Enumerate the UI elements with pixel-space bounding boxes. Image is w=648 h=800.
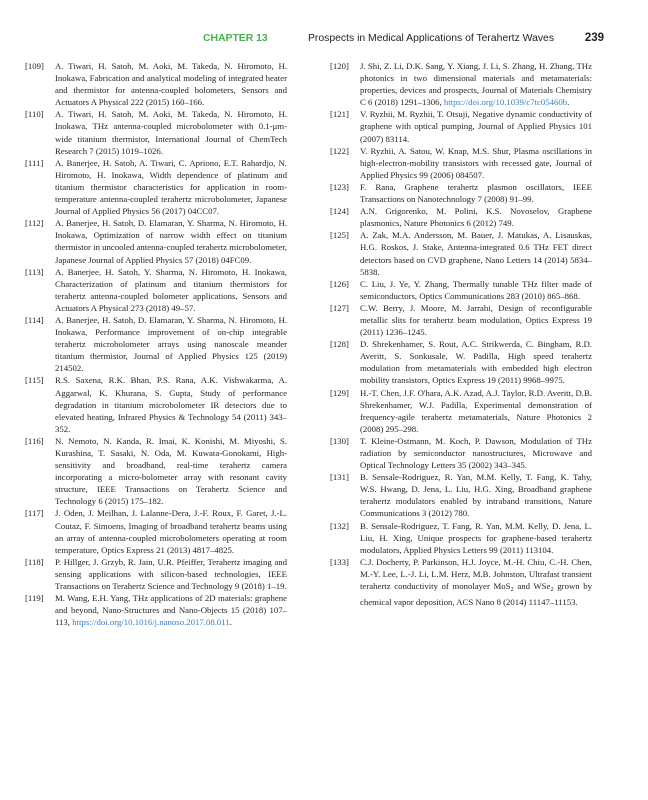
reference-number: [119] [25, 593, 44, 604]
reference-text: D. Shrekenhamer, S. Rout, A.C. Strikwerda, C. Bingham, R.D. Averitt, S. Sonkusale, W. Padilla, High speed terahertz modulation from metamaterials with embedded high electron mobility transistors, Optics Express 19 (2011) 9968–9975. [360, 339, 592, 386]
doi-link[interactable]: https://doi.org/10.1039/c7tc05460b [443, 97, 568, 108]
reference-text: A. Banerjee, H. Satoh, D. Elamaran, Y. Sharma, N. Hiromoto, H. Inokawa, Optimization of narrow width effect on titanium thermistor in uncooled antenna-coupled terahertz microbolometer, Japanese Journal of Applied Physics 57 (2018) 04FC09. [55, 218, 287, 265]
reference-111 [25, 157, 287, 217]
reference-127 [330, 302, 592, 338]
reference-number: [123] [330, 181, 349, 192]
reference-number: [117] [25, 508, 44, 519]
reference-text: A. Zak, M.A. Andersson, M. Bauer, J. Matukas, A. Lisauskas, H.G. Roskos, J. Stake, Antenna-integrated 0.6 THz FET direct detectors based on CVD graphene, Nano Letters 14 (2014) 5834–5838. [360, 230, 592, 277]
reference-text: B. Sensale-Rodriguez, T. Fang, R. Yan, M.M. Kelly, D. Jena, L. Liu, H. Xing, Unique prospects for graphene-based terahertz modulators, Applied Physics Letters 99 (2011) 113104. [360, 520, 592, 555]
reference-text: H.-T. Chen, J.F. O'hara, A.K. Azad, A.J. Taylor, R.D. Averitt, D.B. Shrekenhamer, W.J. Padilla, Experimental demonstration of frequency-agile terahertz metamaterials, Nature Photonics 2 (2008) 295–298. [360, 387, 592, 434]
reference-text: A. Banerjee, H. Satoh, Y. Sharma, N. Hiromoto, H. Inokawa, Characterization of platinum and titanium thermistors for terahertz antenna-coupled bolometer applications, Sensors and Actuators A Physical 273 (2018) 49–57. [55, 266, 287, 313]
reference-126 [330, 278, 592, 302]
reference-119 [25, 592, 287, 628]
reference-123 [330, 181, 592, 205]
reference-117 [25, 507, 287, 555]
reference-112 [25, 217, 287, 265]
reference-number: [131] [330, 472, 349, 483]
reference-text: N. Nemoto, N. Kanda, R. Imai, K. Konishi, M. Miyoshi, S. Kurashina, T. Sasaki, N. Oda, M. Kuwata-Gonokami, High-sensitivity and broadband, real-time terahertz camera incorporating a micro-bolometer array with resonant cavity structure, IEEE Transactions on Terahertz Science and Technology 6 (2015) 175–182. [55, 435, 287, 507]
reference-122 [330, 145, 592, 181]
reference-129 [330, 387, 592, 435]
reference-125 [330, 229, 592, 277]
reference-text: P. Hillger, J. Grzyb, R. Jain, U.R. Pfeiffer, Terahertz imaging and sensing applications with silicon-based technologies, IEEE Transactions on Terahertz Science and Technology 9 (2018) 1–19. [55, 556, 287, 592]
reference-number: [109] [25, 61, 44, 71]
reference-number: [127] [330, 302, 349, 313]
reference-number: [125] [330, 230, 349, 241]
reference-number: [129] [330, 387, 349, 398]
reference-text: M. Wang, E.H. Yang, THz applications of 2D materials: graphene and beyond, Nano-Structures and Nano-Objects 15 (2018) 107–113, [55, 593, 287, 628]
reference-number: [122] [330, 145, 349, 156]
reference-text: B. Sensale-Rodriguez, R. Yan, M.M. Kelly, T. Fang, K. Tahy, W.S. Hwang, D. Jena, L. Liu, H.G. Xing, Broadband graphene terahertz modulators enabled by intraband transitions, Nature Communications 3 (2012) 780. [360, 472, 592, 519]
reference-124 [330, 205, 592, 229]
subscript: 2 [550, 586, 554, 594]
reference-text: R.S. Saxena, R.K. Bhan, P.S. Rana, A.K. Vishwakarma, A. Aggarwal, K. Khurana, S. Gupta, Study of performance degradation in titanium microbolometer IR detectors due to elevated heating, Infrared Physics & Technology 54 (2011) 343–352. [55, 375, 287, 434]
reference-text: F. Rana, Graphene terahertz plasmon oscillators, IEEE Transactions on Nanotechnology 7 (2008) 91–99. [360, 181, 592, 205]
reference-number: [113] [25, 266, 44, 277]
reference-115 [25, 374, 287, 434]
reference-text: A.N. Grigorenko, M. Polini, K.S. Novoselov, Graphene plasmonics, Nature Photonics 6 (2012) 749. [360, 206, 592, 229]
reference-text-mid: and WSe [513, 581, 551, 592]
reference-110 [25, 108, 287, 156]
subscript: 2 [510, 586, 514, 594]
page-number: 239 [584, 32, 604, 44]
reference-text: C.J. Docherty, P. Parkinson, H.J. Joyce, M.-H. Chiu, C.-H. Chen, M.-Y. Lee, L.-J. Li, L.M. Herz, M.B. Johnston, Ultrafast transient terahertz conductivity of monolayer [360, 556, 592, 592]
reference-text-end: . [567, 97, 570, 108]
reference-column-right [330, 60, 592, 608]
reference-number: [114] [25, 314, 44, 325]
reference-131 [330, 471, 592, 519]
reference-text: C.W. Berry, J. Moore, M. Jarrahi, Design of reconfigurable metallic slits for terahertz beam modulation, Optics Express 19 (2011) 1236–1245. [360, 302, 592, 338]
reference-text: C. Liu, J. Ye, Y. Zhang, Thermally tunable THz filter made of semiconductors, Optics Communications 283 (2010) 865–868. [360, 278, 592, 301]
reference-132 [330, 520, 592, 556]
reference-130 [330, 435, 592, 471]
reference-number: [121] [330, 109, 349, 120]
reference-text: A. Tiwari, H. Satoh, M. Aoki, M. Takeda, N. Hiromoto, H. Inokawa, THz antenna-coupled microbolometer with 0.1-μm-wide titanium thermistor, International Journal of ChemTech Research 7 (2015) 1019–1026. [55, 109, 287, 156]
reference-116 [25, 435, 287, 508]
reference-column-left [25, 60, 287, 628]
chemical-formula: MoS [493, 581, 511, 592]
reference-number: [115] [25, 375, 44, 386]
reference-number: [128] [330, 339, 349, 350]
reference-text: A. Banerjee, H. Satoh, D. Elamaran, Y. Sharma, N. Hiromoto, H. Inokawa, Performance improvement of on-chip integrable terahertz microbolometer arrays using nanoscale meander titanium thermistor, Journal of Applied Physics 125 (2019) 214502. [55, 314, 287, 374]
reference-number: [126] [330, 278, 349, 289]
reference-128 [330, 338, 592, 386]
reference-120 [330, 60, 592, 108]
running-header [24, 30, 604, 46]
reference-text: J. Oden, J. Meilhan, J. Lalanne-Dera, J.-F. Roux, F. Garet, J.-L. Coutaz, F. Simoens, Imaging of broadband terahertz beams using an array of antenna-coupled microbolometers operating at room temperature, Optics Express 21 (2013) 4817–4825. [55, 508, 287, 555]
reference-text-end: grown by chemical vapor deposition, ACS Nano 8 (2014) 11147–11153. [360, 581, 592, 608]
doi-link[interactable]: https://doi.org/10.1016/j.nanoso.2017.08.011 [72, 617, 230, 628]
reference-number: [112] [25, 218, 44, 229]
reference-133 [330, 556, 592, 608]
reference-number: [124] [330, 206, 349, 217]
reference-109 [25, 60, 287, 108]
reference-number: [130] [330, 435, 349, 446]
reference-text: V. Ryzhii, M. Ryzhii, T. Otsuji, Negative dynamic conductivity of graphene with optical pumping, Journal of Applied Physics 101 (2007) 83114. [360, 109, 592, 144]
reference-text: V. Ryzhii, A. Satou, W. Knap, M.S. Shur, Plasma oscillations in high-electron-mobility transistors with recessed gate, Journal of Applied Physics 99 (2006) 084507. [360, 145, 592, 180]
reference-text: A. Banerjee, H. Satoh, A. Tiwari, C. Apriono, E.T. Rahardjo, N. Hiromoto, H. Inokawa, Width dependence of platinum and titanium thermistor characteristics for application in room-temperature antenna-coupled terahertz microbolometer, Japanese Journal of Applied Physics 56 (2017) 04CC07. [55, 157, 287, 217]
reference-number: [120] [330, 61, 349, 71]
reference-text: J. Shi, Z. Li, D.K. Sang, Y. Xiang, J. Li, S. Zhang, H. Zhang, THz photonics in two dimensional materials and metamaterials: properties, devices and prospects, Journal of Materials Chemistry C 6 (2018) 1291–1306, [360, 61, 592, 108]
reference-number: [116] [25, 435, 44, 446]
reference-text: A. Tiwari, H. Satoh, M. Aoki, M. Takeda, N. Hiromoto, H. Inokawa, Fabrication and analytical modeling of integrated heater and thermistor for antenna-coupled bolometers, Sensors and Actuators A Physical 222 (2015) 160–166. [55, 61, 287, 108]
reference-number: [110] [25, 109, 44, 120]
reference-number: [111] [25, 157, 44, 168]
chapter-title: Prospects in Medical Applications of Terahertz Waves [308, 33, 555, 44]
chapter-label: CHAPTER 13 [203, 33, 268, 44]
reference-113 [25, 266, 287, 314]
reference-121 [330, 108, 592, 144]
reference-text-end: . [229, 617, 232, 628]
reference-114 [25, 314, 287, 374]
reference-text: T. Kleine-Ostmann, M. Koch, P. Dawson, Modulation of THz radiation by semiconductor nanostructures, Microwave and Optical Technology Letters 35 (2002) 343–345. [360, 435, 592, 471]
reference-number: [132] [330, 520, 349, 531]
reference-118 [25, 556, 287, 592]
reference-number: [118] [25, 556, 44, 567]
reference-number: [133] [330, 556, 349, 567]
